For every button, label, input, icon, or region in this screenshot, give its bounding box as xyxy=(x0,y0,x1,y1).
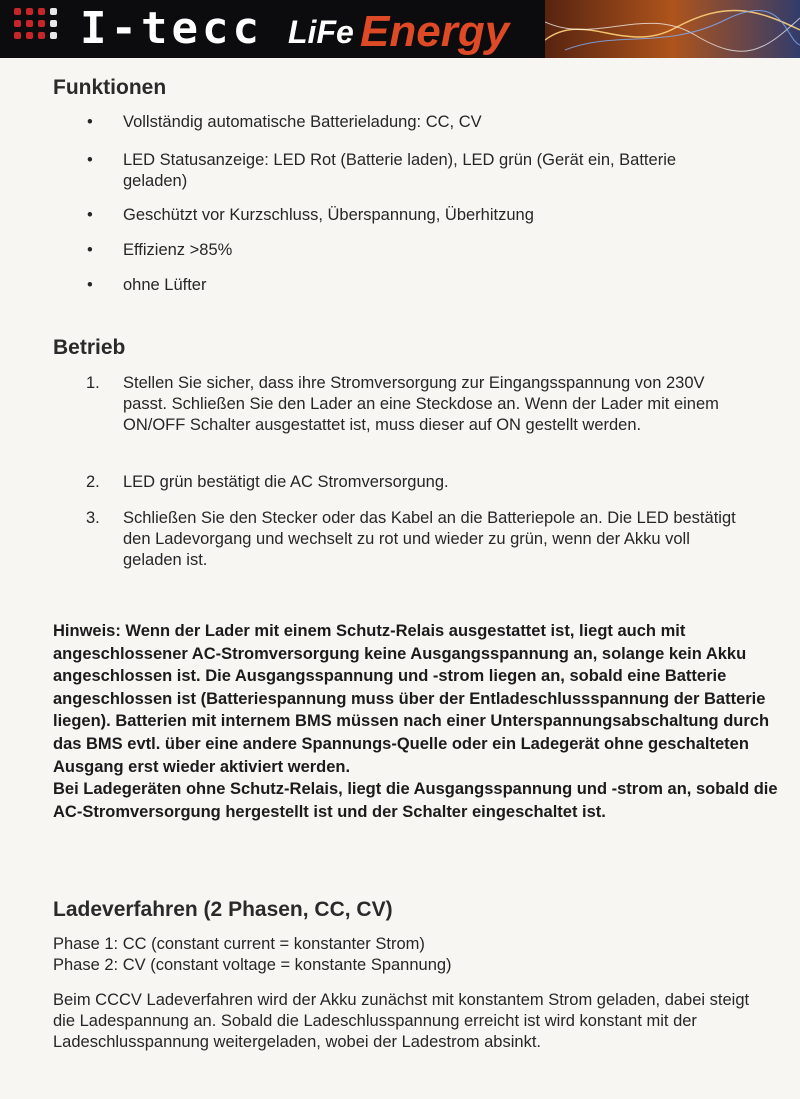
ladeverfahren-description: Beim CCCV Ladeverfahren wird der Akku zunächst mit konstantem Strom geladen, dabei steigt die Ladespannung an. Sobald die Ladeschlusspannung erreicht ist wird konstant mit der Ladeschlusspannung weitergeladen, wobei der Ladestrom absinkt. xyxy=(53,991,750,1051)
section-heading-funktionen: Funktionen xyxy=(53,76,167,99)
phase-line: Phase 1: CC (constant current = konstanter Strom) xyxy=(53,935,425,953)
header-banner xyxy=(0,0,800,58)
logo-dot-grid xyxy=(14,8,68,50)
logo-life-text: LiFe xyxy=(288,14,354,50)
phase-lines xyxy=(53,934,773,976)
phase-line: Phase 2: CV (constant voltage = konstante Spannung) xyxy=(53,956,452,974)
hinweis-paragraph: Hinweis: Wenn der Lader mit einem Schutz-Relais ausgestattet ist, liegt auch mit angeschlossener AC-Stromversorgung keine Ausgangsspannung an, solange kein Akku angeschlossen ist. Die Ausgangsspannung und -strom liegen an, sobald eine Batterie angeschlossen ist (Batteriespannung muss über der Entladeschlussspannung der Batterie liegen). Batterien mit internem BMS müssen nach einer Unterspannungsabschaltung durch das BMS evtl. über eine andere Spannungs-Quelle oder ein Ladegerät ohne geschalteten Ausgang erst wieder aktiviert werden. xyxy=(53,622,770,776)
hinweis-paragraph: Bei Ladegeräten ohne Schutz-Relais, liegt die Ausgangsspannung und -strom an, sobald die AC-Stromversorgung hergestellt ist und der Schalter eingeschaltet ist. xyxy=(53,780,778,821)
logo-energy-text: Energy xyxy=(360,7,510,56)
section-heading-ladeverfahren: Ladeverfahren (2 Phasen, CC, CV) xyxy=(53,898,393,921)
energy-swirl-graphic xyxy=(545,0,800,58)
hinweis-note xyxy=(53,620,783,823)
section-heading-betrieb: Betrieb xyxy=(53,336,126,359)
logo-itecc-text: I-tecc xyxy=(80,3,263,54)
